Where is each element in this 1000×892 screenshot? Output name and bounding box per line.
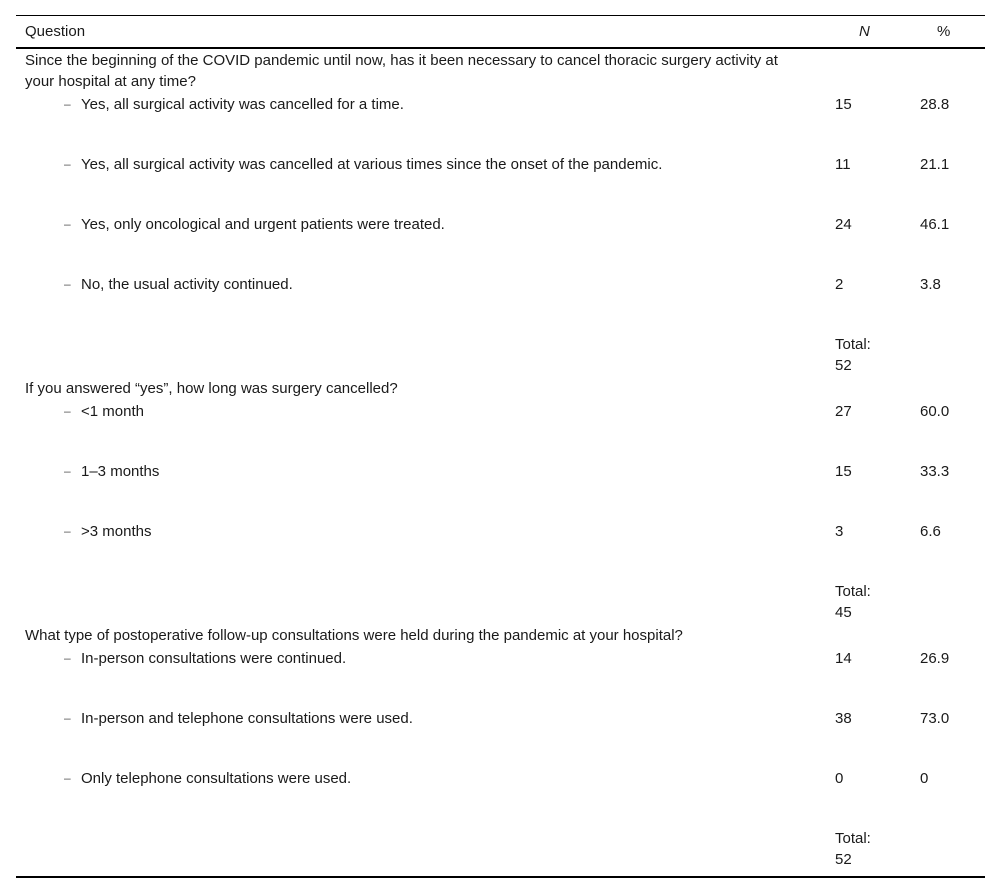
item-pct: 21.1 <box>920 156 950 173</box>
table-header-rule <box>16 47 985 49</box>
item-n: 0 <box>835 770 844 787</box>
header-percent: % <box>937 23 951 40</box>
total-label: Total: <box>835 830 871 847</box>
section-total <box>835 828 895 870</box>
item-text: Yes, only oncological and urgent patients were treated. <box>81 216 445 233</box>
list-item <box>64 401 144 422</box>
item-pct: 33.3 <box>920 463 950 480</box>
header-question: Question <box>25 23 86 40</box>
item-n: 15 <box>835 96 852 113</box>
dash-bullet: – <box>64 277 71 291</box>
total-label: Total: <box>835 583 871 600</box>
list-item <box>64 94 404 115</box>
item-n: 14 <box>835 650 852 667</box>
list-item <box>64 768 351 789</box>
item-pct: 6.6 <box>920 523 941 540</box>
section-total <box>835 581 895 623</box>
dash-bullet: – <box>64 651 71 665</box>
item-text: No, the usual activity continued. <box>81 276 293 293</box>
item-text: Yes, all surgical activity was cancelled at various times since the onset of the pandemic. <box>81 156 663 173</box>
total-value: 52 <box>835 851 852 868</box>
list-item <box>64 154 662 175</box>
item-text: Only telephone consultations were used. <box>81 770 352 787</box>
dash-bullet: – <box>64 157 71 171</box>
total-value: 45 <box>835 604 852 621</box>
item-n: 27 <box>835 403 852 420</box>
dash-bullet: – <box>64 97 71 111</box>
item-pct: 60.0 <box>920 403 950 420</box>
dash-bullet: – <box>64 464 71 478</box>
table-bottom-rule <box>16 876 985 878</box>
total-label: Total: <box>835 336 871 353</box>
list-item <box>64 274 293 295</box>
item-text: <1 month <box>81 403 144 420</box>
list-item <box>64 521 151 542</box>
item-n: 38 <box>835 710 852 727</box>
item-pct: 0 <box>920 770 929 787</box>
total-value: 52 <box>835 357 852 374</box>
item-n: 15 <box>835 463 852 480</box>
question-followup-type: What type of postoperative follow-up consultations were held during the pandemic at your hospital? <box>25 627 683 644</box>
dash-bullet: – <box>64 404 71 418</box>
list-item <box>64 461 159 482</box>
list-item <box>64 214 445 235</box>
item-text: Yes, all surgical activity was cancelled for a time. <box>81 96 404 113</box>
question-cancel-duration: If you answered “yes”, how long was surgery cancelled? <box>25 380 398 397</box>
dash-bullet: – <box>64 711 71 725</box>
item-n: 11 <box>835 156 851 173</box>
item-n: 3 <box>835 523 844 540</box>
item-pct: 73.0 <box>920 710 950 727</box>
item-text: 1–3 months <box>81 463 160 480</box>
item-text: >3 months <box>81 523 152 540</box>
item-pct: 46.1 <box>920 216 950 233</box>
list-item <box>64 708 413 729</box>
question-cancel-surgery: Since the beginning of the COVID pandemic until now, has it been necessary to cancel thoracic surgery activity at your hospital at any time? <box>25 52 778 90</box>
item-text: In-person consultations were continued. <box>81 650 347 667</box>
table-top-rule <box>16 15 985 16</box>
item-text: In-person and telephone consultations were used. <box>81 710 413 727</box>
item-pct: 28.8 <box>920 96 950 113</box>
item-n: 24 <box>835 216 852 233</box>
dash-bullet: – <box>64 217 71 231</box>
item-pct: 3.8 <box>920 276 941 293</box>
list-item <box>64 648 346 669</box>
dash-bullet: – <box>64 524 71 538</box>
section-total <box>835 334 895 376</box>
item-n: 2 <box>835 276 844 293</box>
dash-bullet: – <box>64 771 71 785</box>
header-n: N <box>859 23 870 40</box>
item-pct: 26.9 <box>920 650 950 667</box>
